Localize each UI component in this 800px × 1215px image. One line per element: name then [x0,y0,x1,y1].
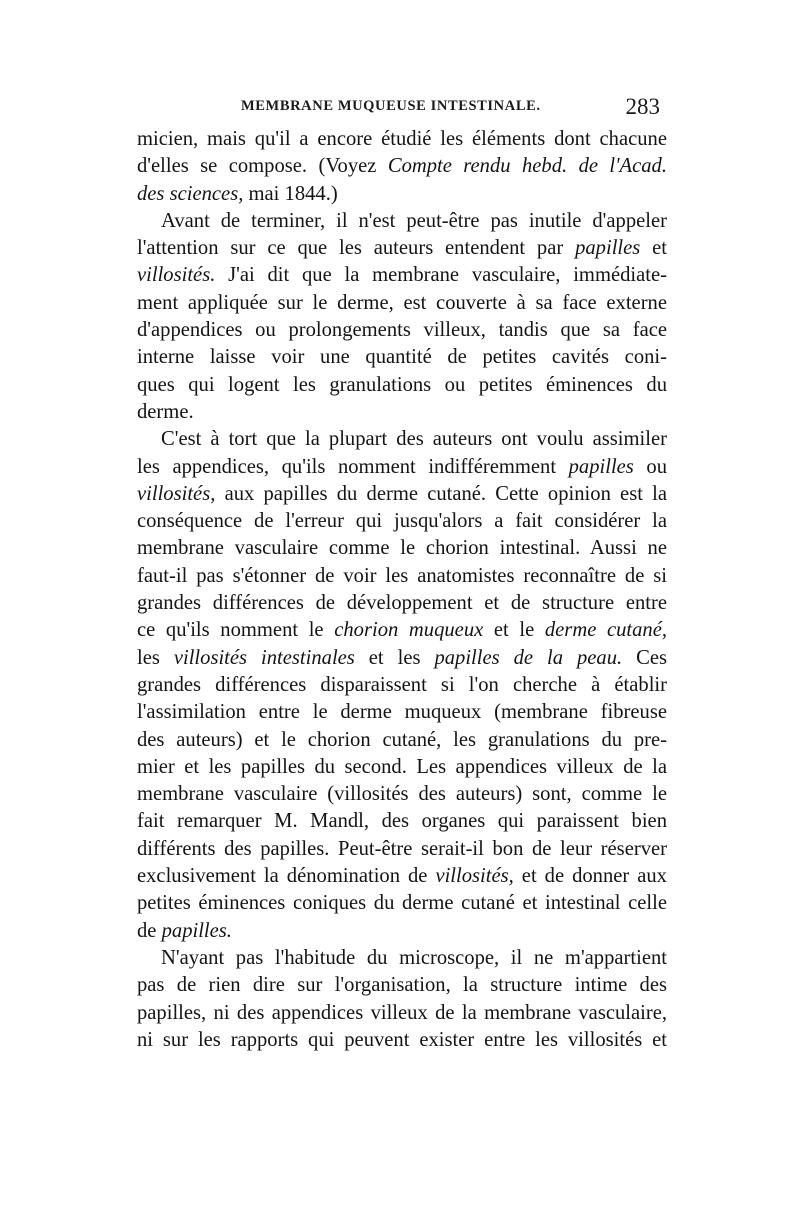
italic-text: papilles. [161,919,232,942]
text-segment: et le [483,619,545,642]
text-segment: conséquence de l'erreur qui jusqu'alors a fait considérer la [137,510,667,533]
text-line [137,426,667,453]
text-segment: petites éminences coniques du derme cutané et intestinal celle [137,892,667,915]
text-line [137,317,667,344]
text-line [137,208,667,235]
text-segment: membrane vasculaire (villosités des auteurs) sont, comme le [137,783,667,806]
text-segment: derme. [137,400,194,423]
italic-text: des sciences, [137,182,244,205]
text-segment: différents des papilles. Peut-être serait-il bon de leur réserver [137,837,667,860]
text-segment: pas de rien dire sur l'organisation, la structure intime des [137,974,667,997]
text-line [137,508,667,535]
text-segment: ce qu'ils nomment le [137,619,335,642]
text-segment: l'assimilation entre le derme muqueux (membrane fibreuse [137,701,667,724]
text-line [137,727,667,754]
text-line [137,181,667,208]
text-line [137,535,667,562]
text-segment: C'est à tort que la plupart des auteurs ont voulu assimiler [161,428,667,451]
text-line [137,1000,667,1027]
text-segment: Ces [622,646,668,669]
text-segment: J'ai dit que la membrane vasculaire, immédiate- [215,264,667,287]
text-segment: fait remarquer M. Mandl, des organes qui paraissent bien [137,810,667,833]
text-segment: faut-il pas s'étonner de voir les anatomistes reconnaître de si [137,564,667,587]
text-line [137,918,667,945]
text-line [137,563,667,590]
text-segment: ou [633,455,667,478]
running-head [137,94,660,122]
text-line [137,481,667,508]
text-segment: grandes différences de développement et de structure entre [137,592,667,615]
text-line [137,153,667,180]
italic-text: papilles de la peau. [434,646,623,669]
page-number: 283 [625,94,660,119]
text-line [137,126,667,153]
text-segment: grandes différences disparaissent si l'on cherche à établir [137,673,667,696]
italic-text: Compte rendu hebd. de l'Acad. [387,155,667,178]
text-line [137,235,667,262]
italic-text: papilles [575,237,641,260]
text-segment: papilles, ni des appendices villeux de la membrane vasculaire, [137,1001,667,1024]
text-segment: les appendices, qu'ils nomment indifféremment [137,455,569,478]
text-segment: les [137,646,174,669]
text-segment: des auteurs) et le chorion cutané, les granulations du pre- [137,728,667,751]
text-line [137,863,667,890]
text-segment: ques qui logent les granulations ou petites éminences du [137,373,667,396]
text-segment: d'appendices ou prolongements villeux, tandis que sa face [137,319,667,342]
text-line [137,808,667,835]
text-segment: micien, mais qu'il a encore étudié les éléments dont chacune [137,128,667,150]
text-segment: l'attention sur ce que les auteurs entendent par [137,237,576,260]
text-line [137,262,667,289]
text-segment: exclusivement la dénomination de [137,865,436,888]
text-line [137,836,667,863]
text-segment: membrane vasculaire comme le chorion intestinal. Aussi ne [137,537,667,560]
text-segment: aux papilles du derme cutané. Cette opinion est la [215,482,667,505]
text-line [137,590,667,617]
text-line [137,290,667,317]
text-segment: mier et les papilles du second. Les appendices villeux de la [137,755,667,778]
text-line [137,1027,667,1054]
italic-text: villosités, [435,865,514,888]
italic-text: villosités intestinales [173,646,355,669]
text-segment: et les [354,646,435,669]
italic-text: villosités. [137,264,216,287]
text-line [137,372,667,399]
italic-text: villosités, [137,482,216,505]
text-line [137,645,667,672]
text-segment: de [137,919,162,942]
text-segment: mai 1844.) [243,182,338,205]
text-line [137,617,667,644]
text-segment: N'ayant pas l'habitude du microscope, il ne m'appartient [161,946,667,969]
text-line [137,972,667,999]
text-segment: ni sur les rapports qui peuvent exister entre les villosités et [137,1028,667,1051]
text-line [137,672,667,699]
text-line [137,344,667,371]
text-segment: et [640,237,667,260]
text-line [137,781,667,808]
italic-text: chorion muqueux [334,619,484,642]
italic-text: derme cutané, [544,619,668,642]
italic-text: papilles [568,455,634,478]
text-line [137,699,667,726]
text-line [137,890,667,917]
text-segment: d'elles se compose. (Voyez [137,155,388,178]
text-segment: et de donner aux [513,865,667,888]
text-segment: ment appliquée sur le derme, est couverte à sa face externe [137,291,667,314]
body-text [137,126,667,1054]
text-line [137,454,667,481]
text-line [137,945,667,972]
text-line [137,399,667,426]
text-segment: Avant de terminer, il n'est peut-être pas inutile d'appeler [161,209,667,232]
text-segment: interne laisse voir une quantité de petites cavités coni- [137,346,667,369]
text-line [137,754,667,781]
running-head-title: MEMBRANE MUQUEUSE INTESTINALE. [241,98,541,114]
